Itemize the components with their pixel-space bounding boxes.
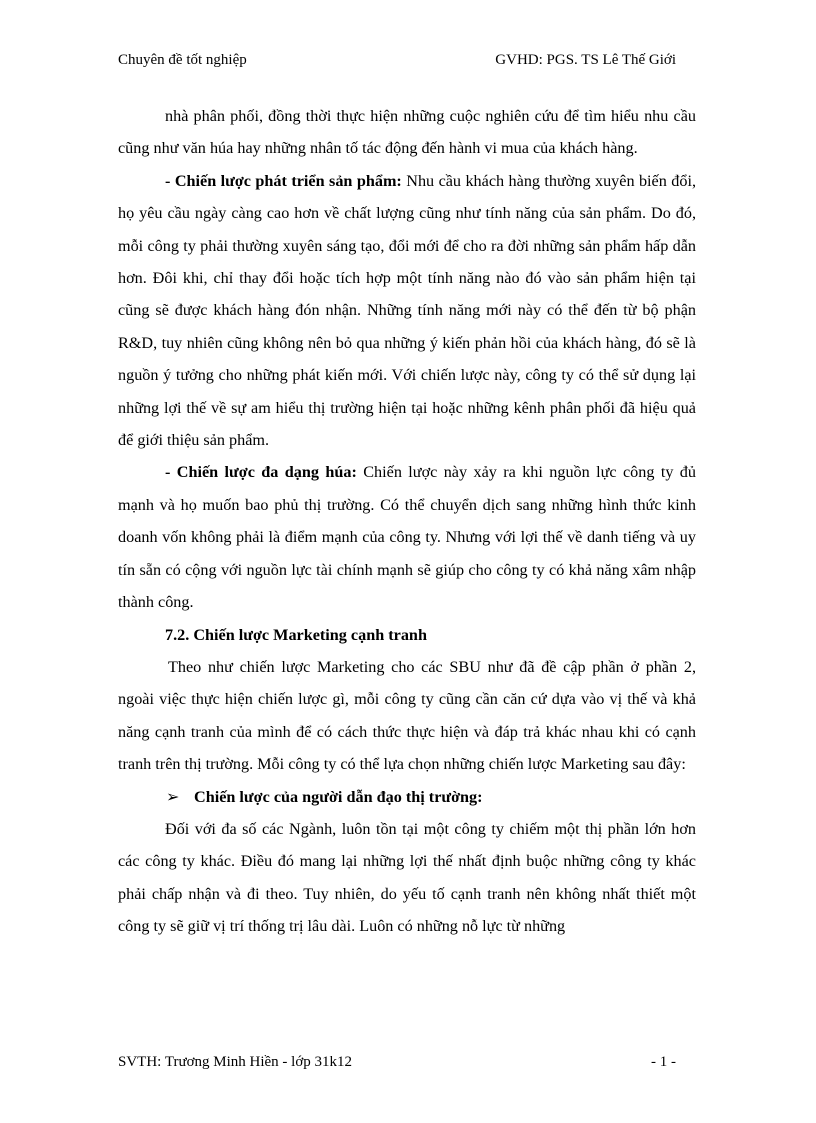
page-body <box>118 100 696 943</box>
bullet-heading-market-leader <box>118 781 696 813</box>
footer-student: SVTH: Trương Minh Hiền - lớp 31k12 <box>118 1054 353 1070</box>
paragraph-diversification <box>118 456 696 618</box>
arrow-bullet-icon: ➢ <box>166 787 180 806</box>
header-advisor: GVHD: PGS. TS Lê Thế Giới <box>495 52 676 68</box>
product-development-text: Nhu cầu khách hàng thường xuyên biến đổi, họ yêu cầu ngày càng cao hơn về chất lượng cũng như tính năng của sản phẩm. Do đó, mỗi công ty phải thường xuyên sáng tạo, đổi mới để cho ra đời những sản phẩm hấp dẫn hơn. Đôi khi, chỉ thay đổi hoặc tích hợp một tính năng nào đó vào sản phẩm hiện tại cũng sẽ được khách hàng đón nhận. Những tính năng mới này có thể đến từ bộ phận R&D, tuy nhiên cũng không nên bỏ qua những ý kiến phản hồi của khách hàng, đó sẽ là nguồn ý tưởng cho những phát kiến mới. Với chiến lược này, công ty có thể sử dụng lại những lợi thế về sự am hiểu thị trường hiện tại hoặc những kênh phân phối đã hiệu quả để giới thiệu sản phẩm. <box>118 171 696 450</box>
page-header <box>118 52 676 74</box>
bullet-heading-text: Chiến lược của người dẫn đạo thị trường: <box>194 787 483 806</box>
paragraph-market-leader: Đối với đa số các Ngành, luôn tồn tại một công ty chiếm một thị phần lớn hơn các công ty khác. Điều đó mang lại những lợi thế nhất định buộc những công ty khác phải chấp nhận và đi theo. Tuy nhiên, do yếu tố cạnh tranh nên không nhất thiết một công ty sẽ giữ vị trí thống trị lâu dài. Luôn có những nỗ lực từ những <box>118 819 696 936</box>
paragraph-competitive-strategy: Theo như chiến lược Marketing cho các SBU như đã đề cập phần ở phần 2, ngoài việc thực hiện chiến lược gì, mỗi công ty cũng cần căn cứ dựa vào vị thế và khả năng cạnh tranh của mình để có cách thức thực hiện và đáp trả khác nhau khi có cạnh tranh trên thị trường. Mỗi công ty có thể lựa chọn những chiến lược Marketing sau đây: <box>118 657 696 774</box>
page-footer <box>118 1054 676 1076</box>
diversification-text: Chiến lược này xảy ra khi nguồn lực công ty đủ mạnh và họ muốn bao phủ thị trường. Có thể chuyển dịch sang những hình thức kinh doanh vốn không phải là điểm mạnh của công ty. Nhưng với lợi thế về danh tiếng và uy tín sẵn có cộng với nguồn lực tài chính mạnh sẽ giúp cho công ty có khả năng xâm nhập thành công. <box>118 463 696 612</box>
diversification-label: - Chiến lược đa dạng húa: <box>165 463 357 482</box>
header-title: Chuyên đề tốt nghiệp <box>118 52 247 68</box>
product-development-label: - Chiến lược phát triển sản phẩm: <box>165 171 402 190</box>
paragraph-continuation: nhà phân phối, đồng thời thực hiện những cuộc nghiên cứu để tìm hiểu nhu cầu cũng như văn húa hay những nhân tố tác động đến hành vi mua của khách hàng. <box>118 107 696 158</box>
page-number: - 1 - <box>651 1054 676 1070</box>
section-heading-7-2: 7.2. Chiến lược Marketing cạnh tranh <box>165 625 427 644</box>
paragraph-product-development <box>118 165 696 457</box>
